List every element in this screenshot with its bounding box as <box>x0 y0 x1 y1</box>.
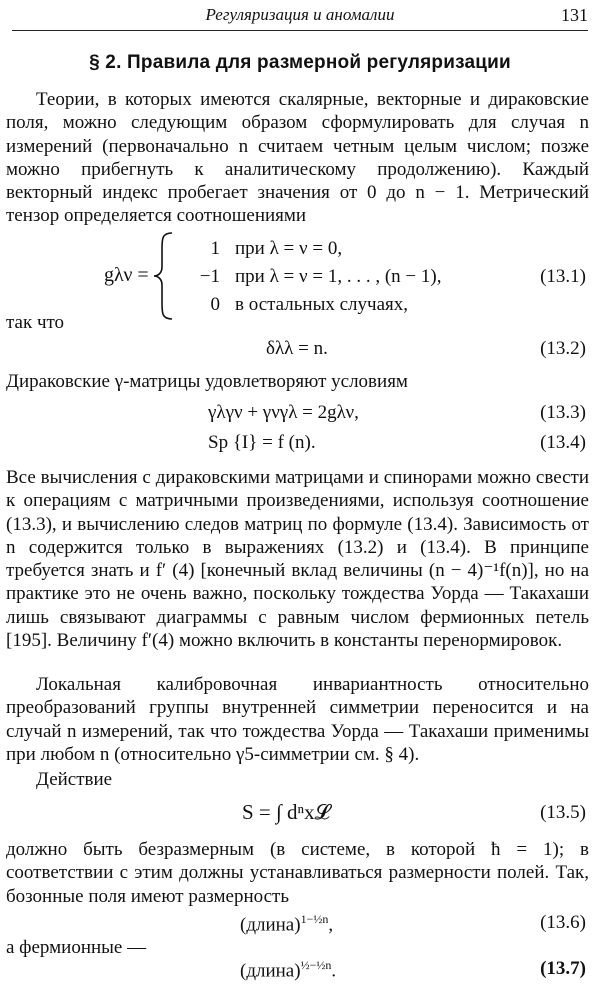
equation-number: (13.5) <box>540 802 586 823</box>
equation-base: (длина) <box>240 914 301 936</box>
running-header <box>12 0 588 31</box>
case-text: при λ = ν = 1, . . . , (n − 1), <box>235 266 442 287</box>
paragraph-3: Все вычисления с дираковскими матрицами и спинорами можно свести к операциям с матричными произведениями, используя соотношение (13.3), и вычислению следов матриц по формуле (13.4). Зависимость от n содержится только в выражениях (13.2) и (13.4). В принципе требуется знать и f′ (4) [конечный вклад величины (n − 4)⁻¹f(n)], но на практике это не очень важно, поскольку тождества Уорда — Такахаши лишь связывают диаграммы с равным числом фермионных петель [195]. Величину f′(4) можно включить в константы перенормировок. <box>6 467 589 652</box>
equation-number: (13.1) <box>540 266 586 287</box>
paragraph-4: Локальная калибровочная инвариантность относительно преобразований группы внутренней симметрии переносится и на случай n измерений, так что тождества Уорда — Такахаши применимы при любом n (относительно γ5-симметрии см. § 4). <box>6 674 589 765</box>
equation-13-5: S = ∫ dⁿx𝓛 <box>242 800 330 824</box>
equation-13-1-lhs: gλν = <box>104 264 149 286</box>
equation-tail: . <box>331 960 337 982</box>
equation-tail: , <box>328 914 334 936</box>
equation-number: (13.6) <box>540 912 586 933</box>
running-title: Регуляризация и аномалии <box>205 5 395 24</box>
paragraph-1: Теории, в которых имеются скалярные, векторные и дираковские поля, можно следующим образом сформулировать для случая n измерений (первоначально n считаем четным целым числом; позже можно прибегнуть к аналитическому продолжению). Каждый векторный индекс пробегает значения от 0 до n − 1. Метрический тензор определяется соотношениями <box>6 89 589 227</box>
equation-exponent: ½−½n <box>300 958 332 972</box>
case-value: −1 <box>199 266 220 287</box>
equation-13-3: γλγν + γνγλ = 2gλν, <box>208 402 359 423</box>
equation-13-7 <box>240 958 336 982</box>
fermion-text: а фермионные — <box>6 937 147 958</box>
equation-13-4: Sp {I} = f (n). <box>208 432 316 453</box>
case-text: в остальных случаях, <box>235 294 408 315</box>
equation-base: (длина) <box>240 960 301 982</box>
section-title: § 2. Правила для размерной регуляризации <box>89 52 511 73</box>
equation-number: (13.7) <box>540 958 586 979</box>
equation-number: (13.4) <box>540 432 586 453</box>
left-brace-icon <box>152 231 176 321</box>
equation-13-2: δλλ = n. <box>266 338 328 359</box>
case-value: 1 <box>210 238 220 259</box>
paragraph-2: Дираковские γ-матрицы удовлетворяют условиям <box>6 371 408 392</box>
paragraph-5: Действие <box>36 769 113 790</box>
equation-number: (13.2) <box>540 338 586 359</box>
page-number: 131 <box>561 5 588 25</box>
so-that-text: так что <box>6 312 65 333</box>
equation-13-6 <box>240 912 333 936</box>
case-text: при λ = ν = 0, <box>235 238 343 259</box>
case-value: 0 <box>210 294 220 315</box>
paragraph-6: должно быть безразмерным (в системе, в которой ħ = 1); в соответствии с этим должны устанавливаться размерности полей. Так, бозонные поля имеют размерность <box>6 839 589 907</box>
equation-number: (13.3) <box>540 402 586 423</box>
equation-exponent: 1−½n <box>300 912 329 926</box>
